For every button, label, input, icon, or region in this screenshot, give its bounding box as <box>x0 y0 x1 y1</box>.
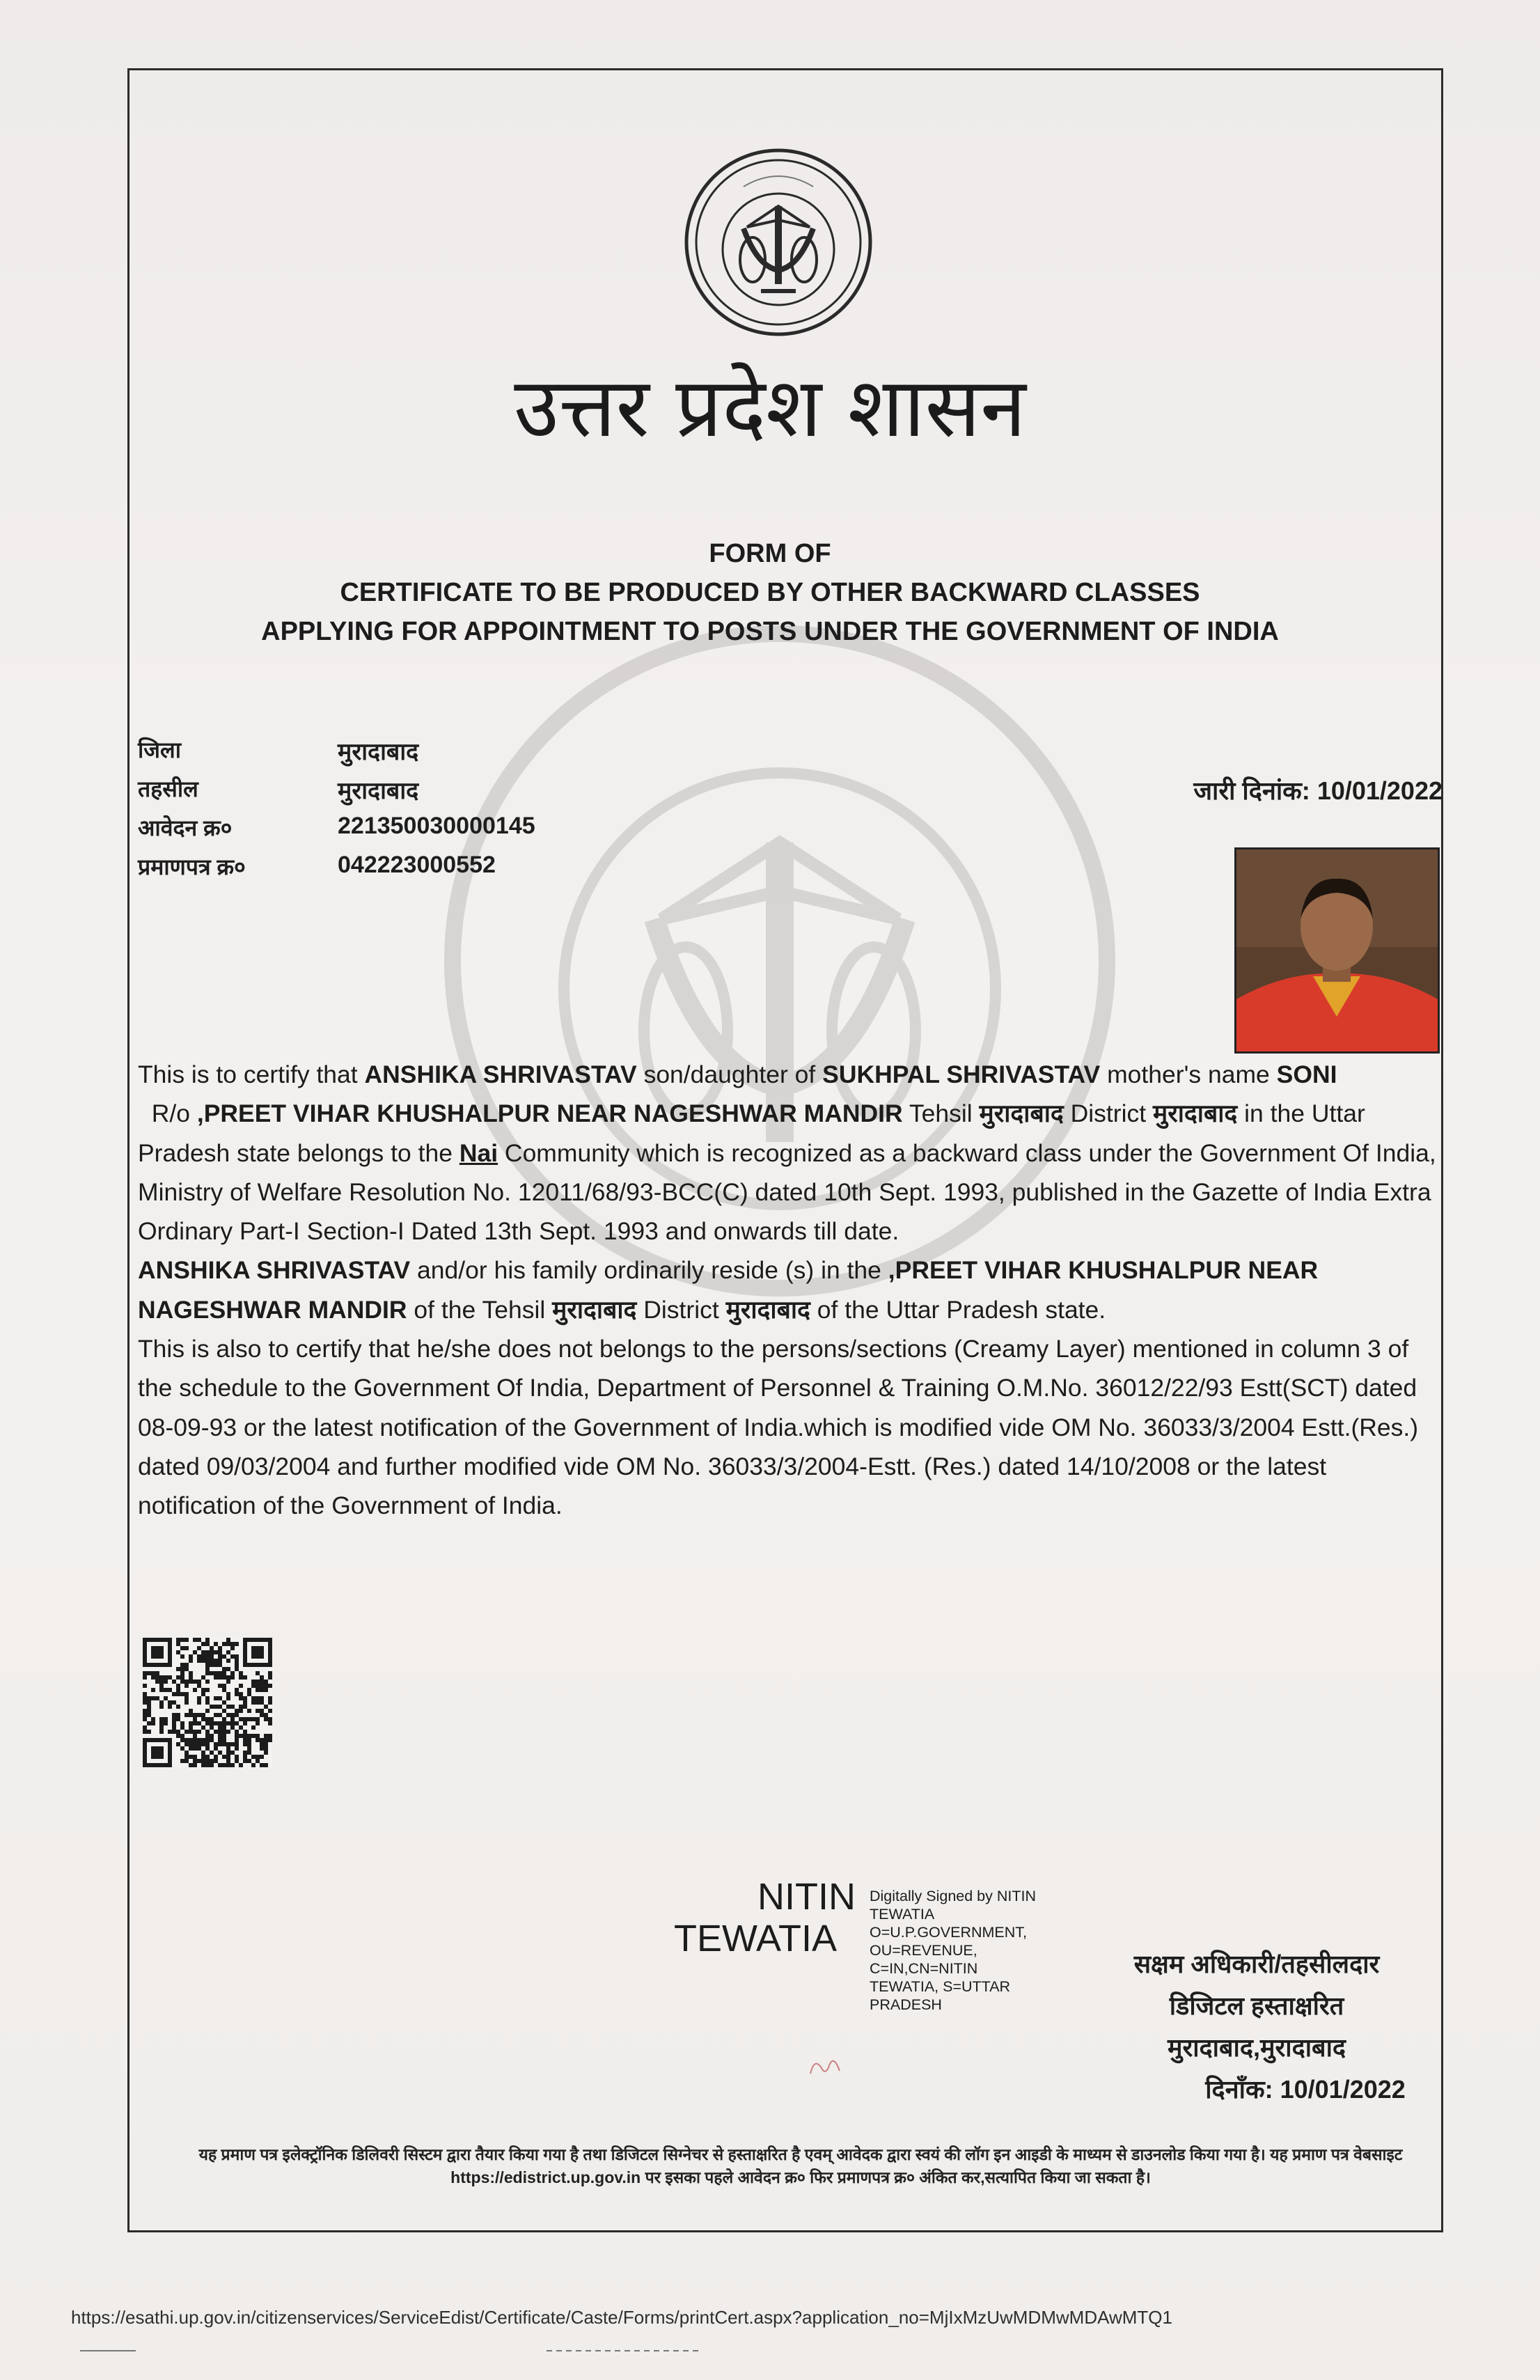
application-number-label: आवेदन क्र० <box>138 815 233 840</box>
residence-address-repeat: ,PREET VIHAR KHUSHALPUR NEAR NAGESHWAR MANDIR <box>138 1256 1319 1324</box>
issue-date-value: 10/01/2022 <box>1317 776 1443 805</box>
body-text-segment: District <box>636 1295 726 1324</box>
initials-scribble-icon <box>806 2053 844 2079</box>
candidate-name: ANSHIKA SHRIVASTAV <box>364 1060 637 1088</box>
body-text-segment: of the Uttar Pradesh state. <box>810 1295 1106 1324</box>
body-text-segment: son/daughter of <box>636 1060 823 1088</box>
form-heading-line1: FORM OF <box>709 539 831 568</box>
certificate-body <box>138 1055 1445 1526</box>
form-heading-line3: APPLYING FOR APPOINTMENT TO POSTS UNDER THE GOVERNMENT OF INDIA <box>261 617 1279 646</box>
form-heading-line2: CERTIFICATE TO BE PRODUCED BY OTHER BACKWARD CLASSES <box>340 578 1200 607</box>
officer-location: मुरादाबाद,मुरादाबाद <box>1167 2033 1346 2062</box>
candidate-name-repeat: ANSHIKA SHRIVASTAV <box>138 1256 411 1285</box>
officer-date-label: दिनाँक: <box>1205 2075 1273 2104</box>
body-text-segment: and/or his family ordinarily reside (s) in the <box>410 1256 888 1285</box>
qr-code-icon <box>143 1638 272 1767</box>
district-inline-repeat: मुरादाबाद <box>725 1295 810 1324</box>
state-government-title: उत्तर प्रदेश शासन <box>514 359 1026 455</box>
officer-date <box>1156 2072 1455 2106</box>
body-text-segment: R/o <box>138 1099 197 1128</box>
print-url: https://esathi.up.gov.in/citizenservices/ServiceEdist/Certificate/Caste/Forms/printCert.aspx?application_no=MjIxMzUwMDMwMDAwMTQ1 <box>71 2307 1172 2328</box>
application-number-value: 221350030000145 <box>338 813 535 839</box>
tehsil-value: मुरादाबाद <box>338 778 419 804</box>
issue-date <box>1193 773 1443 807</box>
signer-last-name: TEWATIA <box>674 1918 837 1959</box>
body-text-segment: of the Tehsil <box>407 1295 553 1324</box>
digital-signature-details: Digitally Signed by NITIN TEWATIA O=U.P.GOVERNMENT, OU=REVENUE, C=IN,CN=NITIN TEWATIA, S=UTTAR PRADESH <box>870 1888 1036 2013</box>
body-text-segment: District <box>1063 1099 1153 1128</box>
body-text-segment: This is to certify that <box>138 1060 365 1088</box>
applicant-photo <box>1234 847 1440 1054</box>
scan-faint-header <box>0 0 1540 17</box>
body-text-segment: mother's name <box>1100 1060 1277 1088</box>
certificate-number-value: 042223000552 <box>338 852 496 878</box>
mother-name: SONI <box>1276 1060 1337 1088</box>
scan-edge-marks <box>73 2348 1466 2355</box>
residence-address: ,PREET VIHAR KHUSHALPUR NEAR NAGESHWAR MANDIR <box>196 1099 903 1128</box>
district-label: जिला <box>138 737 182 762</box>
applicant-portrait-icon <box>1236 850 1438 1051</box>
creamy-layer-paragraph: This is also to certify that he/she does not belongs to the persons/sections (Creamy Layer) mentioned in column 3 of the schedule to the Government Of India, Department of Personnel & Training O.M.No. 36012/22/93 Estt(SCT) dated 08-09-93 or the latest notification of the Government of India.which is modified vide OM No. 36033/3/2004 Estt.(Res.) dated 09/03/2004 and further modified vide OM No. 36033/3/2004-Estt. (Res.) dated 14/10/2008 or the latest notification of the Government of India. <box>138 1335 1419 1520</box>
body-text-segment: Tehsil <box>902 1099 980 1128</box>
father-name: SUKHPAL SHRIVASTAV <box>822 1060 1101 1088</box>
issue-date-label: जारी दिनांक: <box>1193 776 1310 805</box>
community-name: Nai <box>459 1138 498 1167</box>
digitally-signed-note: डिजिटल हस्ताक्षरित <box>1169 1991 1344 2020</box>
footer-verification-note: यह प्रमाण पत्र इलेक्ट्रॉनिक डिलिवरी सिस्टम द्वारा तैयार किया गया है तथा डिजिटल सिग्नेचर से हस्ताक्षरित है एवम् आवेदक द्वारा स्वयं की लॉग इन आइडी के माध्यम से डाउनलोड किया गया है। यह प्रमाण पत्र वेबसाइट https://edistrict.up.gov.in पर इसका पहले आवेदन क्र० फिर प्रमाणपत्र क्र० अंकित कर,सत्यापित किया जा सकता है। <box>198 2145 1403 2186</box>
tehsil-inline: मुरादाबाद <box>979 1099 1064 1128</box>
signer-first-name: NITIN <box>757 1876 856 1918</box>
officer-date-value: 10/01/2022 <box>1280 2075 1406 2104</box>
district-value: मुरादाबाद <box>338 739 419 765</box>
body-text-segment: in the Uttar Pradesh state belongs to the <box>138 1099 1365 1167</box>
tehsil-inline-repeat: मुरादाबाद <box>552 1295 637 1324</box>
up-emblem-icon <box>681 145 876 340</box>
tehsil-label: तहसील <box>138 776 198 801</box>
officer-designation: सक्षम अधिकारी/तहसीलदार <box>1133 1950 1380 1978</box>
district-inline: मुरादाबाद <box>1152 1099 1238 1128</box>
body-text-segment: Community which is recognized as a backward class under the Government Of India, Ministry of Welfare Resolution No. 12011/68/93-BCC(C) dated 10th Sept. 1993, published in the Gazette of India Extra Ordinary Part-I Section-I Dated 13th Sept. 1993 and onwards till date. <box>138 1138 1436 1246</box>
certificate-number-label: प्रमाणपत्र क्र० <box>138 854 246 879</box>
